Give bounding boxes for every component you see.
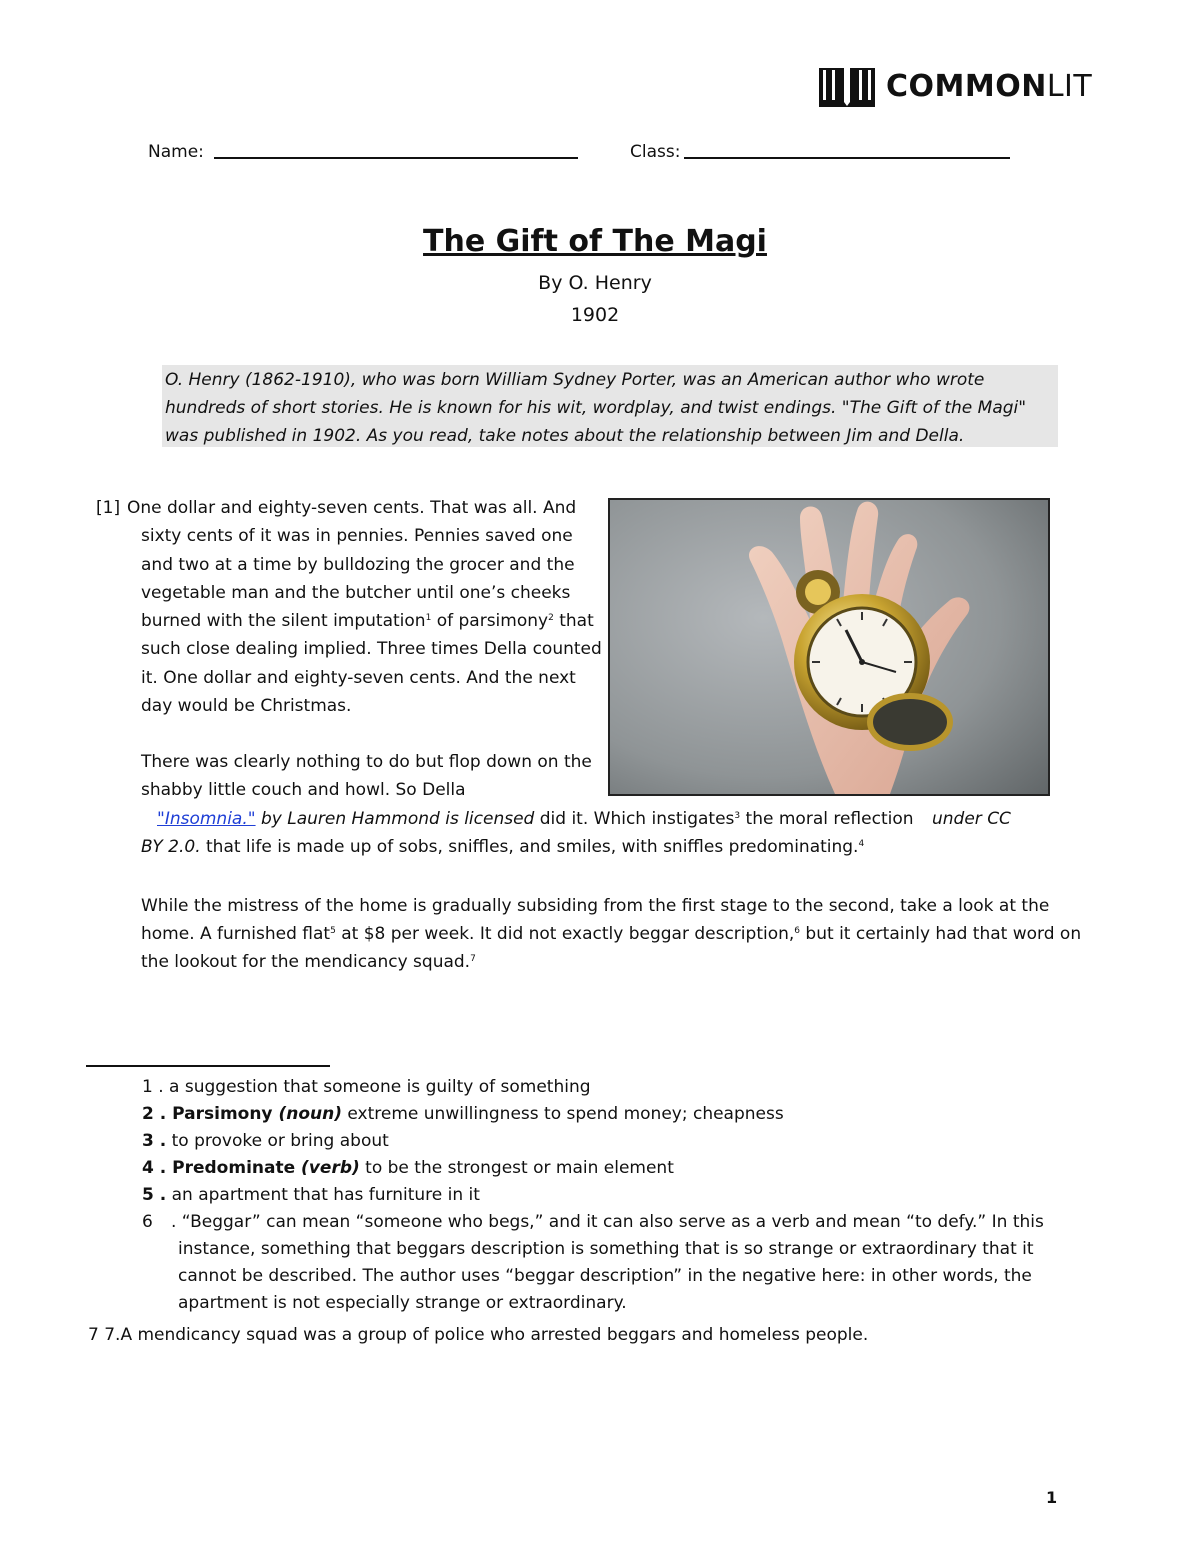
footnote-ref[interactable]: 4 (858, 839, 865, 849)
open-book-icon (818, 66, 876, 108)
paragraph-3-line: While the mistress of the home is gradually subsiding from the first stage to the second, take a look at the (141, 896, 1050, 916)
footnote-4: 4 . Predominate (verb) to be the strongest or main element (142, 1158, 674, 1178)
image-caption: under CC (932, 809, 1011, 829)
footnote-ref[interactable]: 5 (330, 926, 336, 936)
image-caption: by Lauren Hammond is licensed (255, 809, 535, 829)
image-caption: BY 2.0. (141, 837, 201, 857)
paragraph-2-line: shabby little couch and howl. So Della (141, 780, 466, 800)
class-field[interactable] (684, 157, 1010, 159)
intro-box: O. Henry (1862-1910), who was born William Sydney Porter, was an American author who wrote hundreds of short stories. He is known for his wit, wordplay, and twist endings. "The Gift of the Magi" was published in 1902. As you read, take notes about the relationship between Jim and Della. (162, 365, 1058, 447)
image-caption-link[interactable]: "Insomnia." (157, 809, 256, 829)
class-label: Class: (630, 142, 681, 162)
page-title: The Gift of The Magi (423, 224, 767, 259)
author-byline: By O. Henry (538, 272, 652, 294)
text-line: and two at a time by bulldozing the grocer and the (141, 554, 575, 575)
text-line: sixty cents of it was in pennies. Pennies saved one (141, 526, 573, 547)
name-label: Name: (148, 142, 204, 162)
paragraph-number: [1] (96, 498, 121, 518)
footnote-divider (86, 1065, 330, 1067)
text-line: One dollar and eighty-seven cents. That was all. And (127, 498, 577, 518)
footnote-ref[interactable]: 2 (548, 613, 554, 624)
footnote-5: 5 . an apartment that has furniture in it (142, 1185, 480, 1205)
footnote-7: 7 7.A mendicancy squad was a group of police who arrested beggars and homeless people. (88, 1325, 869, 1345)
text-line: burned with the silent imputation$^1$ of parsimony$^2$ that (141, 611, 594, 632)
paragraph-3-line: home. A furnished flat$^5$ at $8 per week. It did not exactly beggar description,$^6$ but it certainly had that word on (141, 924, 1082, 944)
paragraph-2-line: There was clearly nothing to do but flop down on the (141, 752, 592, 772)
paragraph-1 (127, 494, 602, 720)
text-line: vegetable man and the butcher until one’s cheeks (141, 582, 571, 603)
name-field[interactable] (214, 157, 578, 159)
text-line: such close dealing implied. Three times Della counted (141, 639, 602, 660)
logo-wordmark: COMMONLIT (886, 69, 1093, 104)
paragraph-2-line: BY 2.0. that life is made up of sobs, sniffles, and smiles, with sniffles predominating.$^4$ (141, 837, 865, 857)
publication-year: 1902 (570, 304, 620, 326)
text-line: day would be Christmas. (141, 696, 352, 717)
text-line: it. One dollar and eighty-seven cents. And the next (141, 667, 576, 688)
footnote-ref[interactable]: 6 (794, 926, 801, 936)
footnote-ref[interactable]: 3 (734, 811, 741, 821)
footnote-6-number: 6 (142, 1212, 153, 1232)
footnote-ref[interactable]: 7 (470, 954, 476, 964)
pocket-watch-photo (608, 498, 1050, 796)
footnote-2: 2 . Parsimony (noun) extreme unwillingness to spend money; cheapness (142, 1104, 784, 1124)
commonlit-logo (818, 64, 1093, 110)
page-number: 1 (1046, 1488, 1058, 1507)
footnote-1: 1 . a suggestion that someone is guilty of something (142, 1077, 591, 1097)
footnote-ref[interactable]: 1 (425, 613, 432, 624)
footnote-3: 3 . to provoke or bring about (142, 1131, 389, 1151)
footnote-6: . “Beggar” can mean “someone who begs,” and it can also serve as a verb and mean “to defy.” In this instance, something that beggars description is something that is so strange or extraordinary that it cannot be described. The author uses “beggar description” in the negative here: in other words, the apartment is not especially strange or extraordinary. (171, 1212, 1044, 1313)
paragraph-2-line: "Insomnia." by Lauren Hammond is licensed did it. Which instigates$^3$ the moral reflection (157, 809, 914, 829)
paragraph-3-line: the lookout for the mendicancy squad.$^7$ (141, 952, 476, 972)
